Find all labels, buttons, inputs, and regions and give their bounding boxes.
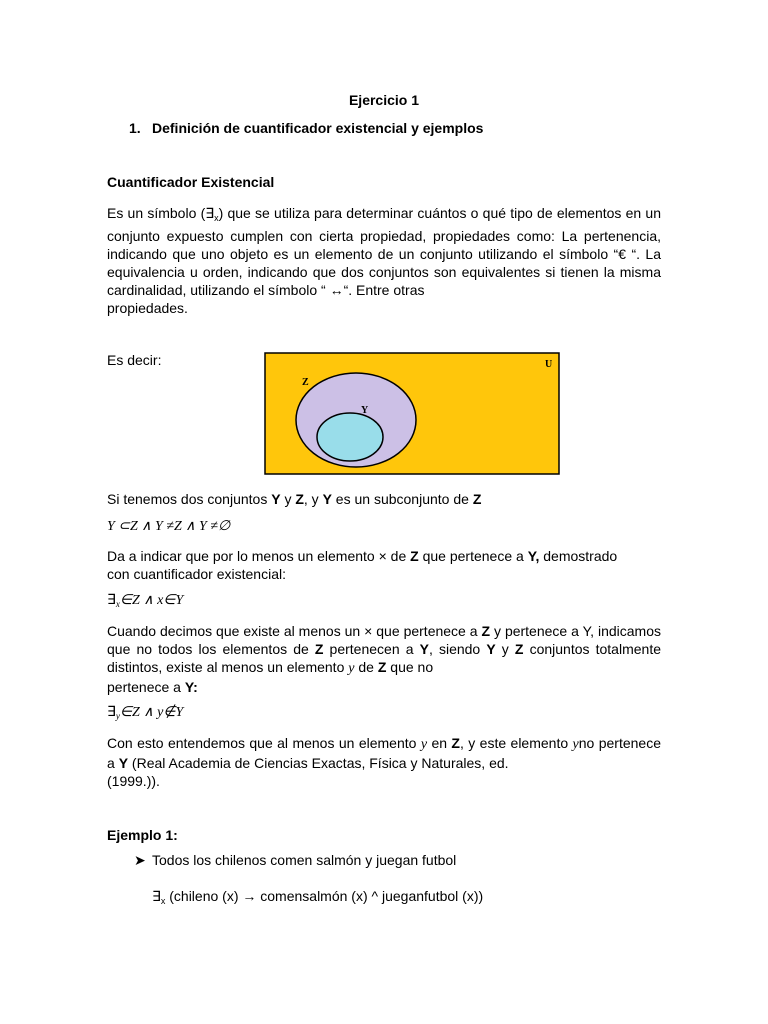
formula-exists-x: [107, 592, 183, 609]
p3-d: con cuantificador existencial:: [107, 566, 286, 582]
p5-y2: y: [572, 737, 579, 752]
paragraph-cuando: [107, 622, 661, 696]
p4-a: Cuando decimos que existe al menos un × que pertenece a: [107, 623, 482, 639]
p5-z: Z: [451, 735, 460, 751]
p5-d: no pertenece a: [107, 735, 661, 771]
p4-z4: Z: [377, 659, 387, 675]
es-decir-label: Es decir:: [107, 352, 162, 368]
p4-b: y pertenece a Y, indicamos que no todos los elementos de: [107, 623, 662, 657]
heading-cuantificador: Cuantificador Existencial: [107, 174, 275, 190]
p4-y: y: [348, 661, 355, 676]
p3-b: que pertenece a: [418, 548, 528, 564]
f2-body: ∈Z ∧ x∈Y: [119, 593, 184, 608]
p4-z1: Z: [481, 623, 491, 639]
formula-subset: Y ⊂Z ∧ Y ≠Z ∧ Y ≠∅: [107, 519, 231, 534]
p2-y1: Y: [271, 491, 281, 507]
subtitle-number: 1.: [129, 120, 141, 136]
set-y-ellipse: [317, 413, 383, 461]
ex-exists: ∃: [152, 888, 161, 904]
p2-z1: Z: [295, 491, 304, 507]
venn-diagram: [264, 352, 560, 475]
p4-z2: Z: [314, 641, 324, 657]
paragraph-indicar: [107, 547, 661, 583]
p4-h: que no: [386, 659, 434, 675]
para1-text-b: ) que se utiliza para determinar cuántos o qué tipo de elementos en un conjunto expuesto cumplen con cierta propiedad, propiedades como: La pertenencia, indicando que uno objeto es un elemento de un conjunto utilizando el símbolo “€ “. La equivalencia u orden, indicando que dos conjuntos son equivalentes si tienen la misma cardinalidad, utilizando el símbolo “ ↔“. Entre otras: [107, 205, 661, 298]
paragraph-definition: [107, 204, 661, 317]
p5-b: en: [427, 735, 452, 751]
f3-exists: ∃: [107, 705, 116, 720]
f2-sub: x: [115, 599, 120, 609]
p2-y2: Y: [322, 491, 332, 507]
p4-y1: Y: [419, 641, 429, 657]
section-subtitle: [129, 120, 483, 136]
p5-y1: y: [420, 737, 428, 752]
p4-f: conjuntos totalmente distintos, existe al menos un elemento: [107, 641, 661, 675]
p2-z2: Z: [472, 491, 482, 507]
f3-body: ∈Z ∧ y∉Y: [119, 705, 184, 720]
p3-y: Y,: [527, 548, 540, 564]
p4-e: y: [495, 641, 515, 657]
exercise-title: Ejercicio 1: [348, 92, 420, 108]
p5-c: , y este elemento: [459, 735, 573, 751]
p2-b: y: [280, 491, 296, 507]
subtitle-text: Definición de cuantificador existencial y ejemplos: [152, 120, 484, 136]
p5-a: Con esto entendemos que al menos un elemento: [107, 735, 421, 751]
ex-body: (chileno (x) → comensalmón (x) ^ jueganfutbol (x)): [165, 888, 484, 904]
universe-label: U: [545, 359, 553, 370]
bullet-text: Todos los chilenos comen salmón y juegan futbol: [152, 852, 457, 868]
z-label: Z: [302, 377, 309, 388]
para1-sub: x: [214, 213, 219, 223]
f3-sub: y: [115, 711, 120, 721]
bullet-arrow-icon: ➤: [134, 852, 146, 868]
p2-d: es un subconjunto de: [331, 491, 473, 507]
p3-c: demostrado: [539, 548, 618, 564]
p3-z: Z: [410, 548, 419, 564]
p3-a: Da a indicar que por lo menos un elemento × de: [107, 548, 411, 564]
p5-e: (Real Academia de Ciencias Exactas, Física y Naturales, ed.: [128, 755, 509, 771]
f2-exists: ∃: [107, 593, 116, 608]
p4-g: de: [354, 659, 378, 675]
para1-text-a: Es un símbolo (∃: [107, 205, 215, 221]
example-formula: [152, 888, 483, 906]
p4-z3: Z: [514, 641, 524, 657]
p4-d: , siendo: [428, 641, 487, 657]
ex-sub: x: [160, 896, 166, 906]
p2-a: Si tenemos dos conjuntos: [107, 491, 272, 507]
p4-c: pertenecen a: [323, 641, 420, 657]
p4-y3: Y:: [184, 679, 198, 695]
y-label: Y: [361, 405, 369, 416]
para1-last-line: propiedades.: [107, 300, 188, 316]
formula-exists-y: [107, 704, 183, 721]
p5-y: Y: [118, 755, 129, 771]
paragraph-subconjunto: [107, 490, 661, 508]
p5-f: (1999.)).: [107, 773, 160, 789]
p2-c: , y: [303, 491, 323, 507]
p4-y2: Y: [486, 641, 496, 657]
p4-i: pertenece a: [107, 679, 185, 695]
heading-ejemplo: Ejemplo 1:: [107, 827, 178, 843]
paragraph-conclusion: [107, 734, 661, 790]
